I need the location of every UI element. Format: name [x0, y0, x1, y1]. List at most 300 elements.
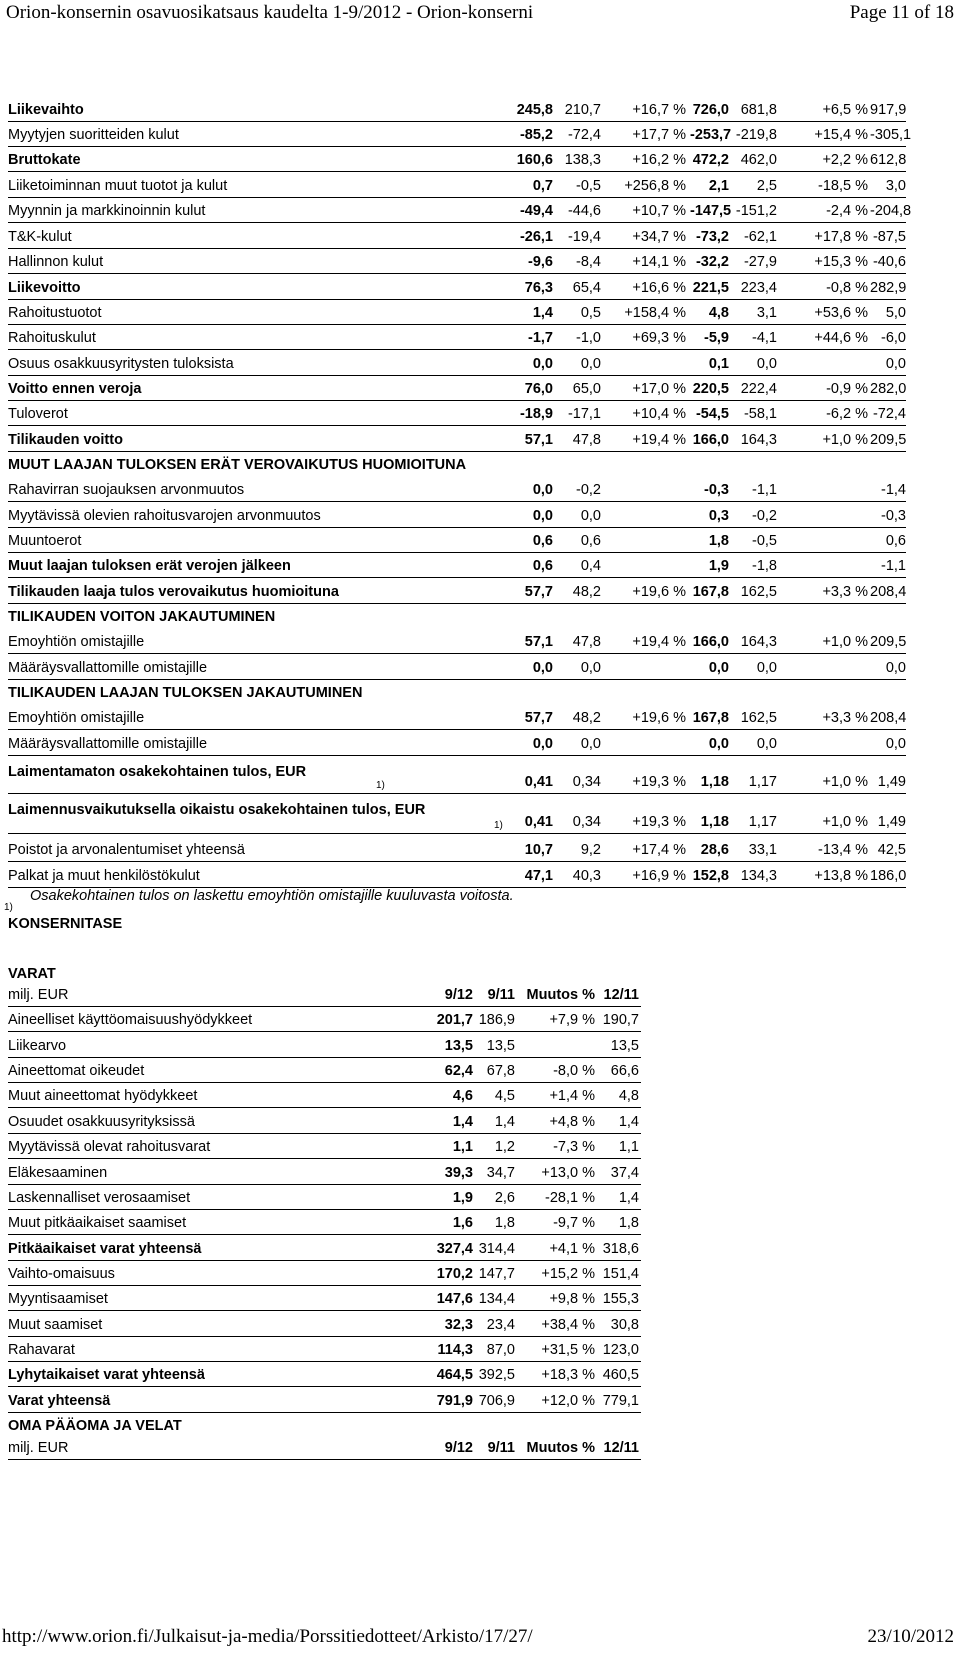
row-value: 1,8 [708, 533, 729, 549]
row-value: 0,6 [885, 533, 906, 549]
row-value: 0,0 [756, 356, 777, 372]
row-value: 0,0 [708, 660, 729, 676]
table-row [0, 734, 960, 754]
row-value: 0,0 [756, 660, 777, 676]
row-value: +3,3 % [822, 584, 868, 600]
row-value: -13,4 % [818, 842, 868, 858]
row-value: 4,6 [452, 1088, 473, 1104]
row-value: -204,8 [870, 203, 912, 219]
row-value: 160,6 [516, 152, 553, 168]
row-value: 0,0 [756, 736, 777, 752]
row-divider [8, 861, 906, 862]
row-value: -17,1 [567, 406, 601, 422]
row-value: 76,0 [524, 381, 553, 397]
table-row [0, 556, 960, 576]
row-value: -5,9 [704, 330, 729, 346]
row-divider [8, 171, 906, 172]
row-value: -1,4 [881, 482, 906, 498]
page-footer-date: 23/10/2012 [867, 1626, 954, 1647]
table-row [0, 480, 960, 500]
row-label: Tuloverot [8, 406, 68, 422]
row-value: 28,6 [700, 842, 729, 858]
row-value: 314,4 [478, 1241, 515, 1257]
row-value: +15,4 % [814, 127, 868, 143]
row-value: +16,7 % [632, 102, 686, 118]
row-value: 164,3 [740, 432, 777, 448]
row-value: -8,4 [576, 254, 601, 270]
row-value: -0,2 [752, 508, 777, 524]
row-value: 462,0 [740, 152, 777, 168]
row-value: 57,7 [524, 710, 553, 726]
row-value: 10,7 [524, 842, 553, 858]
row-value: 1,1 [618, 1139, 639, 1155]
row-value: +9,8 % [549, 1291, 595, 1307]
row-value: 220,5 [692, 381, 729, 397]
row-value: 47,8 [572, 634, 601, 650]
table-row [0, 1391, 960, 1411]
row-divider [8, 501, 906, 502]
row-value: +1,0 % [822, 432, 868, 448]
row-divider [8, 1031, 641, 1032]
table-row [0, 840, 960, 860]
row-value: 1,17 [748, 814, 777, 830]
table-row [0, 379, 960, 399]
row-value: -0,3 [704, 482, 729, 498]
table-row [0, 100, 960, 120]
table-row [0, 252, 960, 272]
row-divider [8, 121, 906, 122]
header-cell: 12/11 [603, 987, 639, 1003]
row-value: -4,1 [752, 330, 777, 346]
row-value: -49,4 [519, 203, 553, 219]
row-value: 166,0 [692, 634, 729, 650]
row-value: +34,7 % [632, 229, 686, 245]
row-value: 1,2 [494, 1139, 515, 1155]
row-value: +17,0 % [632, 381, 686, 397]
row-value: -1,1 [881, 558, 906, 574]
row-value: 0,7 [532, 178, 553, 194]
row-value: +3,3 % [822, 710, 868, 726]
row-label: Liikevaihto [8, 102, 84, 118]
row-divider [8, 1285, 641, 1286]
row-value: 0,0 [885, 356, 906, 372]
row-value: 1,4 [532, 305, 553, 321]
row-value: 726,0 [692, 102, 729, 118]
row-label: Palkat ja muut henkilöstökulut [8, 868, 200, 884]
table-row [0, 1112, 960, 1132]
row-divider [8, 577, 906, 578]
table-row [0, 1086, 960, 1106]
table-row [0, 802, 960, 832]
row-value: +13,0 % [541, 1165, 595, 1181]
row-divider [8, 833, 906, 834]
row-label: TILIKAUDEN VOITON JAKAUTUMINEN [8, 609, 276, 625]
row-value: -18,5 % [818, 178, 868, 194]
row-value: +17,7 % [632, 127, 686, 143]
row-value: +19,3 % [632, 774, 686, 790]
row-value: +1,0 % [822, 814, 868, 830]
row-label: Laimentamaton osakekohtainen tulos, EUR [8, 764, 307, 780]
table-row [0, 1264, 960, 1284]
row-value: +19,6 % [632, 584, 686, 600]
row-value: 472,2 [692, 152, 729, 168]
table-row [0, 632, 960, 652]
section-title: KONSERNITASE [8, 916, 123, 932]
table-row [0, 683, 960, 703]
row-value: +4,1 % [549, 1241, 595, 1257]
row-label: Tilikauden voitto [8, 432, 123, 448]
row-divider [8, 1386, 641, 1387]
row-value: 37,4 [610, 1165, 639, 1181]
table-row [0, 150, 960, 170]
row-value: 33,1 [748, 842, 777, 858]
row-value: -0,9 % [826, 381, 868, 397]
row-value: +17,8 % [814, 229, 868, 245]
row-value: +18,3 % [541, 1367, 595, 1383]
row-label: MUUT LAAJAN TULOKSEN ERÄT VEROVAIKUTUS HUOMIOITUNA [8, 457, 467, 473]
row-divider [8, 1133, 641, 1134]
row-value: 210,7 [564, 102, 601, 118]
row-divider [8, 729, 906, 730]
row-label: Emoyhtiön omistajille [8, 634, 145, 650]
row-value: 151,4 [602, 1266, 639, 1282]
row-divider [8, 1006, 641, 1007]
row-label: Bruttokate [8, 152, 81, 168]
table-row [0, 303, 960, 323]
row-divider [8, 400, 906, 401]
row-value: -0,3 [881, 508, 906, 524]
row-label: Myyntisaamiset [8, 1291, 108, 1307]
row-value: 464,5 [436, 1367, 473, 1383]
row-label: Muut laajan tuloksen erät verojen jälkeen [8, 558, 291, 574]
row-value: 0,41 [524, 814, 553, 830]
row-value: 40,3 [572, 868, 601, 884]
row-value: -8,0 % [553, 1063, 595, 1079]
row-value: -72,4 [567, 127, 601, 143]
row-value: -40,6 [872, 254, 906, 270]
table-row [0, 708, 960, 728]
row-value: 13,5 [610, 1038, 639, 1054]
row-value: 65,0 [572, 381, 601, 397]
row-value: -18,9 [519, 406, 553, 422]
row-value: 30,8 [610, 1317, 639, 1333]
row-label: Vaihto-omaisuus [8, 1266, 115, 1282]
header-label: milj. EUR [8, 987, 69, 1003]
row-label: Laskennalliset verosaamiset [8, 1190, 191, 1206]
header-cell: 9/11 [487, 1440, 515, 1456]
row-value: 327,4 [436, 1241, 473, 1257]
row-divider [8, 299, 906, 300]
row-value: 167,8 [692, 710, 729, 726]
row-value: +10,7 % [632, 203, 686, 219]
header-cell: 9/12 [444, 987, 473, 1003]
row-value: -87,5 [872, 229, 906, 245]
row-value: -253,7 [690, 127, 732, 143]
row-value: -27,9 [743, 254, 777, 270]
row-label: TILIKAUDEN LAAJAN TULOKSEN JAKAUTUMINEN [8, 685, 363, 701]
row-value: 0,34 [572, 774, 601, 790]
row-value: 0,34 [572, 814, 601, 830]
page-footer-url[interactable]: http://www.orion.fi/Julkaisut-ja-media/Porssitiedotteet/Arkisto/17/27/ [2, 1626, 533, 1647]
row-value: 1,9 [708, 558, 729, 574]
row-value: 1,1 [452, 1139, 473, 1155]
row-value: 48,2 [572, 584, 601, 600]
row-value: 0,41 [524, 774, 553, 790]
table-row [0, 354, 960, 374]
row-value: 23,4 [486, 1317, 515, 1333]
row-divider [8, 1082, 641, 1083]
table-row [0, 866, 960, 886]
row-value: 0,0 [580, 660, 601, 676]
row-value: 34,7 [486, 1165, 515, 1181]
row-value: 67,8 [486, 1063, 515, 1079]
table-row [0, 658, 960, 678]
row-value: +1,0 % [822, 774, 868, 790]
row-value: +38,4 % [541, 1317, 595, 1333]
row-divider [8, 451, 906, 452]
row-value: 2,5 [756, 178, 777, 194]
row-value: -2,4 % [826, 203, 868, 219]
row-value: +14,1 % [632, 254, 686, 270]
row-value: 1,49 [877, 814, 906, 830]
row-value: -85,2 [519, 127, 553, 143]
footnote-marker: 1) [376, 780, 385, 791]
row-label: Rahoitustuotot [8, 305, 102, 321]
section-title: OMA PÄÄOMA JA VELAT [8, 1418, 182, 1434]
row-value: 147,6 [436, 1291, 473, 1307]
row-divider [8, 1336, 641, 1337]
table-row [0, 201, 960, 221]
row-label: Myytävissä olevat rahoitusvarat [8, 1139, 211, 1155]
row-value: 190,7 [602, 1012, 639, 1028]
row-value: -0,8 % [826, 280, 868, 296]
row-value: 134,3 [740, 868, 777, 884]
row-divider [8, 552, 906, 553]
row-label: Määräysvallattomille omistajille [8, 660, 208, 676]
row-value: 162,5 [740, 584, 777, 600]
table-row [0, 1010, 960, 1030]
row-value: -6,2 % [826, 406, 868, 422]
row-value: 681,8 [740, 102, 777, 118]
row-value: 186,0 [870, 868, 907, 884]
row-value: 245,8 [516, 102, 553, 118]
row-value: 1,4 [494, 1114, 515, 1130]
table-row [0, 1213, 960, 1233]
row-value: 0,0 [532, 508, 553, 524]
table-row [0, 1163, 960, 1183]
header-cell: Muutos % [526, 987, 595, 1003]
row-value: 3,0 [885, 178, 906, 194]
row-value: 0,0 [885, 736, 906, 752]
row-value: 147,7 [478, 1266, 515, 1282]
row-value: 0,6 [532, 558, 553, 574]
row-value: 208,4 [870, 584, 907, 600]
row-value: 1,4 [618, 1114, 639, 1130]
row-value: -1,7 [528, 330, 553, 346]
row-value: +1,0 % [822, 634, 868, 650]
page-number: Page 11 of 18 [849, 2, 954, 23]
row-value: 134,4 [478, 1291, 515, 1307]
row-value: 3,1 [756, 305, 777, 321]
row-value: 0,4 [580, 558, 601, 574]
table-row [0, 328, 960, 348]
header-cell: 12/11 [603, 1440, 639, 1456]
row-value: 47,8 [572, 432, 601, 448]
row-divider [8, 1209, 641, 1210]
row-value: 123,0 [602, 1342, 639, 1358]
row-value: 392,5 [478, 1367, 515, 1383]
table-row [0, 607, 960, 627]
row-value: -1,8 [752, 558, 777, 574]
table-row [0, 404, 960, 424]
row-value: -305,1 [870, 127, 912, 143]
row-value: 39,3 [444, 1165, 473, 1181]
row-value: -62,1 [743, 229, 777, 245]
row-value: 1,6 [452, 1215, 473, 1231]
row-value: -9,7 % [553, 1215, 595, 1231]
row-divider [8, 222, 906, 223]
row-divider [8, 793, 906, 794]
row-value: 0,1 [708, 356, 729, 372]
row-divider [8, 1361, 641, 1362]
row-label: Muut saamiset [8, 1317, 103, 1333]
table-row [0, 1061, 960, 1081]
footnote-text: Osakekohtainen tulos on laskettu emoyhtiön omistajille kuuluvasta voitosta. [30, 888, 514, 904]
row-divider [8, 755, 906, 756]
table-row [0, 506, 960, 526]
row-value: -9,6 [528, 254, 553, 270]
row-value: 162,5 [740, 710, 777, 726]
row-value: +2,2 % [822, 152, 868, 168]
row-value: -6,0 [881, 330, 906, 346]
row-label: Liiketoiminnan muut tuotot ja kulut [8, 178, 228, 194]
header-label: milj. EUR [8, 1440, 69, 1456]
row-divider [8, 248, 906, 249]
row-value: +158,4 % [624, 305, 686, 321]
row-label: Voitto ennen veroja [8, 381, 142, 397]
row-label: Pitkäaikaiset varat yhteensä [8, 1241, 202, 1257]
row-value: 0,0 [708, 736, 729, 752]
row-label: Muut pitkäaikaiset saamiset [8, 1215, 187, 1231]
footnote-marker: 1) [4, 902, 13, 913]
row-value: 0,3 [708, 508, 729, 524]
row-value: +1,4 % [549, 1088, 595, 1104]
row-value: 1,49 [877, 774, 906, 790]
row-value: 2,1 [708, 178, 729, 194]
row-value: 0,0 [532, 356, 553, 372]
row-label: Tilikauden laaja tulos verovaikutus huomioituna [8, 584, 339, 600]
table-header [0, 985, 960, 1005]
row-label: Osuus osakkuusyritysten tuloksista [8, 356, 234, 372]
row-value: +69,3 % [632, 330, 686, 346]
row-value: +16,9 % [632, 868, 686, 884]
row-value: 0,0 [885, 660, 906, 676]
row-value: 57,1 [524, 432, 553, 448]
row-value: -19,4 [567, 229, 601, 245]
row-value: 208,4 [870, 710, 907, 726]
row-label: Liikearvo [8, 1038, 67, 1054]
row-value: 13,5 [486, 1038, 515, 1054]
header-cell: 9/11 [487, 987, 515, 1003]
row-divider [8, 1459, 641, 1460]
row-value: 1,8 [618, 1215, 639, 1231]
row-value: +6,5 % [822, 102, 868, 118]
row-label: Rahavarat [8, 1342, 75, 1358]
row-value: -26,1 [519, 229, 553, 245]
row-value: 0,6 [580, 533, 601, 549]
row-value: 791,9 [436, 1393, 473, 1409]
row-value: 1,17 [748, 774, 777, 790]
row-divider [8, 1158, 641, 1159]
row-value: +19,4 % [632, 634, 686, 650]
table-row [0, 1239, 960, 1259]
row-label: Laimennusvaikutuksella oikaistu osakekohtainen tulos, EUR [8, 802, 426, 818]
row-value: 4,5 [494, 1088, 515, 1104]
row-divider [8, 1310, 641, 1311]
row-label: Eläkesaaminen [8, 1165, 108, 1181]
row-value: 66,6 [610, 1063, 639, 1079]
row-divider [8, 1234, 641, 1235]
row-value: -72,4 [872, 406, 906, 422]
row-value: +4,8 % [549, 1114, 595, 1130]
row-divider [8, 324, 906, 325]
row-value: 209,5 [870, 432, 907, 448]
row-value: +53,6 % [814, 305, 868, 321]
row-value: 318,6 [602, 1241, 639, 1257]
row-value: 706,9 [478, 1393, 515, 1409]
row-value: 460,5 [602, 1367, 639, 1383]
row-value: +16,2 % [632, 152, 686, 168]
row-value: 65,4 [572, 280, 601, 296]
row-divider [8, 679, 906, 680]
row-value: -58,1 [743, 406, 777, 422]
row-label: Rahavirran suojauksen arvonmuutos [8, 482, 245, 498]
row-value: 282,0 [870, 381, 907, 397]
row-value: 57,1 [524, 634, 553, 650]
row-value: +19,6 % [632, 710, 686, 726]
row-value: +13,8 % [814, 868, 868, 884]
row-value: -73,2 [695, 229, 729, 245]
row-value: 32,3 [444, 1317, 473, 1333]
row-label: Myytävissä olevien rahoitusvarojen arvonmuutos [8, 508, 321, 524]
row-value: +15,3 % [814, 254, 868, 270]
footnote-marker: 1) [494, 820, 503, 831]
table-row [0, 1036, 960, 1056]
row-label: Muuntoerot [8, 533, 82, 549]
row-value: 201,7 [436, 1012, 473, 1028]
row-value: -0,5 [752, 533, 777, 549]
row-value: 13,5 [444, 1038, 473, 1054]
row-label: Varat yhteensä [8, 1393, 111, 1409]
row-divider [8, 349, 906, 350]
row-value: 155,3 [602, 1291, 639, 1307]
row-divider [8, 1184, 641, 1185]
row-label: Määräysvallattomille omistajille [8, 736, 208, 752]
row-value: 0,0 [532, 736, 553, 752]
row-value: -54,5 [695, 406, 729, 422]
section-title: VARAT [8, 966, 56, 982]
row-value: 209,5 [870, 634, 907, 650]
row-divider [8, 425, 906, 426]
row-value: 612,8 [870, 152, 907, 168]
row-value: 87,0 [486, 1342, 515, 1358]
row-value: -147,5 [690, 203, 732, 219]
row-divider [8, 1412, 641, 1413]
row-divider [8, 146, 906, 147]
row-value: -0,2 [576, 482, 601, 498]
row-value: 48,2 [572, 710, 601, 726]
row-label: Hallinnon kulut [8, 254, 104, 270]
